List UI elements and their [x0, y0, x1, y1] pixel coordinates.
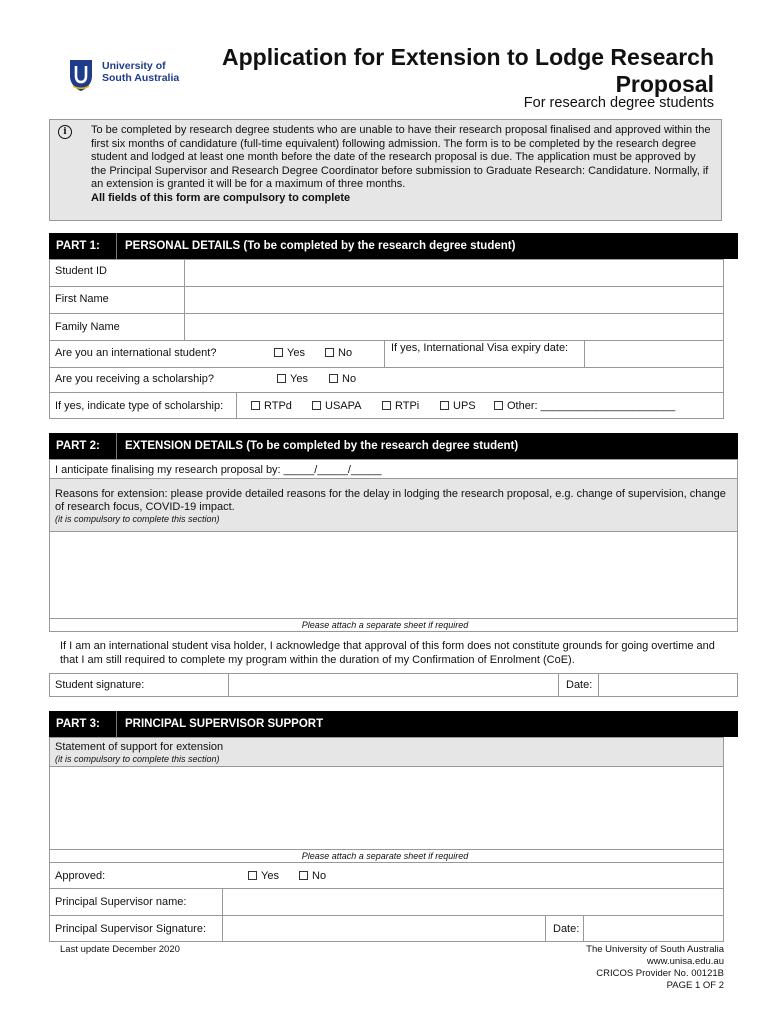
reasons-label: Reasons for extension: please provide detailed reasons for the delay in lodging the research proposal, e.g. change of supervision, change of research focus, COVID-19 impact.	[55, 488, 726, 513]
type-ups-checkbox[interactable]: UPS	[440, 400, 476, 412]
family-name-label: Family Name	[55, 321, 120, 333]
checkbox-icon	[325, 348, 334, 357]
sup-name-label: Principal Supervisor name:	[55, 896, 187, 908]
footer-org: The University of South Australia	[586, 944, 724, 955]
intro-text: To be completed by research degree students who are unable to have their research proposal finalised and approved within the first six months of candidature (full-time equivalent) following admission. The form is to be completed by the research degree student and lodged at least one month before the date of the research proposal is due. The application must be approved by the Principal Supervisor and Research Degree Coordinator before submission to Graduate Research: Candidature. Normally, if an extension is granted it will be for a maximum of three months.	[91, 124, 711, 190]
page-subtitle: For research degree students	[523, 95, 714, 111]
first-name-label: First Name	[55, 293, 109, 305]
checkbox-icon	[274, 348, 283, 357]
intl-yes-checkbox[interactable]: Yes	[274, 347, 305, 359]
statement-compulsory: (it is compulsory to complete this section)	[55, 754, 220, 764]
part3-title: PRINCIPAL SUPERVISOR SUPPORT	[125, 718, 324, 730]
part3-number: PART 3:	[56, 718, 100, 730]
checkbox-icon	[440, 401, 449, 410]
part3-header	[49, 711, 738, 737]
part2-title: EXTENSION DETAILS (To be completed by the research degree student)	[125, 440, 519, 452]
approved-label: Approved:	[55, 870, 106, 882]
checkbox-icon	[277, 374, 286, 383]
intl-no-checkbox[interactable]: No	[325, 347, 352, 359]
anticipate-label: I anticipate finalising my research proposal by: _____/_____/_____	[55, 464, 382, 476]
signature-label: Student signature:	[55, 679, 145, 691]
sup-date-label: Date:	[553, 923, 580, 935]
scholarship-type-label: If yes, indicate type of scholarship:	[55, 400, 224, 412]
part1-number: PART 1:	[56, 240, 100, 252]
intro-box	[49, 119, 722, 221]
sup-name-field[interactable]	[222, 888, 724, 916]
part1-title: PERSONAL DETAILS (To be completed by the research degree student)	[125, 240, 516, 252]
student-id-label: Student ID	[55, 265, 107, 277]
checkbox-icon	[251, 401, 260, 410]
type-usapa-checkbox[interactable]: USAPA	[312, 400, 361, 412]
intro-bold-text: All fields of this form are compulsory to complete	[91, 191, 351, 204]
part2-number: PART 2:	[56, 440, 100, 452]
reasons-compulsory: (it is compulsory to complete this section)	[55, 514, 220, 524]
footer-web: www.unisa.edu.au	[646, 956, 724, 967]
visa-date-field[interactable]	[584, 340, 724, 368]
shield-icon	[68, 58, 94, 92]
visa-label: If yes, International Visa expiry date:	[391, 342, 569, 354]
date-field[interactable]	[598, 673, 738, 697]
part2-header	[49, 433, 738, 459]
sup-date-field[interactable]	[583, 915, 724, 942]
approved-no-checkbox[interactable]: No	[299, 870, 326, 882]
scholarship-yes-checkbox[interactable]: Yes	[277, 373, 308, 385]
type-other-checkbox[interactable]: Other: ______________________	[494, 400, 675, 412]
approved-row	[49, 862, 724, 889]
checkbox-icon	[299, 871, 308, 880]
type-rtpd-checkbox[interactable]: RTPd	[251, 400, 292, 412]
footer-info	[586, 944, 724, 992]
university-logo	[68, 58, 198, 94]
statement-textarea[interactable]	[49, 766, 724, 850]
statement-label: Statement of support for extension	[55, 741, 224, 753]
checkbox-icon	[494, 401, 503, 410]
checkbox-icon	[312, 401, 321, 410]
student-id-field[interactable]	[184, 259, 724, 287]
scholarship-no-checkbox[interactable]: No	[329, 373, 356, 385]
sup-sig-label: Principal Supervisor Signature:	[55, 923, 207, 935]
type-rtpi-checkbox[interactable]: RTPi	[382, 400, 419, 412]
footer-cricos: CRICOS Provider No. 00121B	[596, 968, 724, 979]
reasons-textarea[interactable]	[49, 531, 738, 619]
page-title: Application for Extension to Lodge Research Proposal	[221, 44, 714, 97]
signature-field[interactable]	[228, 673, 559, 697]
approved-yes-checkbox[interactable]: Yes	[248, 870, 279, 882]
checkbox-icon	[329, 374, 338, 383]
footer-page: PAGE 1 OF 2	[666, 980, 724, 991]
logo-text: University of South Australia	[102, 60, 180, 84]
checkbox-icon	[382, 401, 391, 410]
intl-question: Are you an international student?	[55, 347, 217, 359]
part1-header	[49, 233, 738, 259]
first-name-field[interactable]	[184, 286, 724, 314]
attach-note: Please attach a separate sheet if required	[301, 620, 469, 630]
info-icon: i	[58, 125, 72, 139]
scholarship-question: Are you receiving a scholarship?	[55, 373, 214, 385]
family-name-field[interactable]	[184, 313, 724, 341]
date-label: Date:	[566, 679, 593, 691]
checkbox-icon	[248, 871, 257, 880]
last-updated: Last update December 2020	[60, 944, 180, 955]
ack-text: If I am an international student visa holder, I acknowledge that approval of this form does not constitute grounds for going overtime and that I am still required to complete my program within the duration of my Confirmation of Enrolment (CoE).	[60, 640, 715, 666]
attach-note-2: Please attach a separate sheet if required	[301, 851, 469, 861]
sup-sig-field[interactable]	[222, 915, 546, 942]
